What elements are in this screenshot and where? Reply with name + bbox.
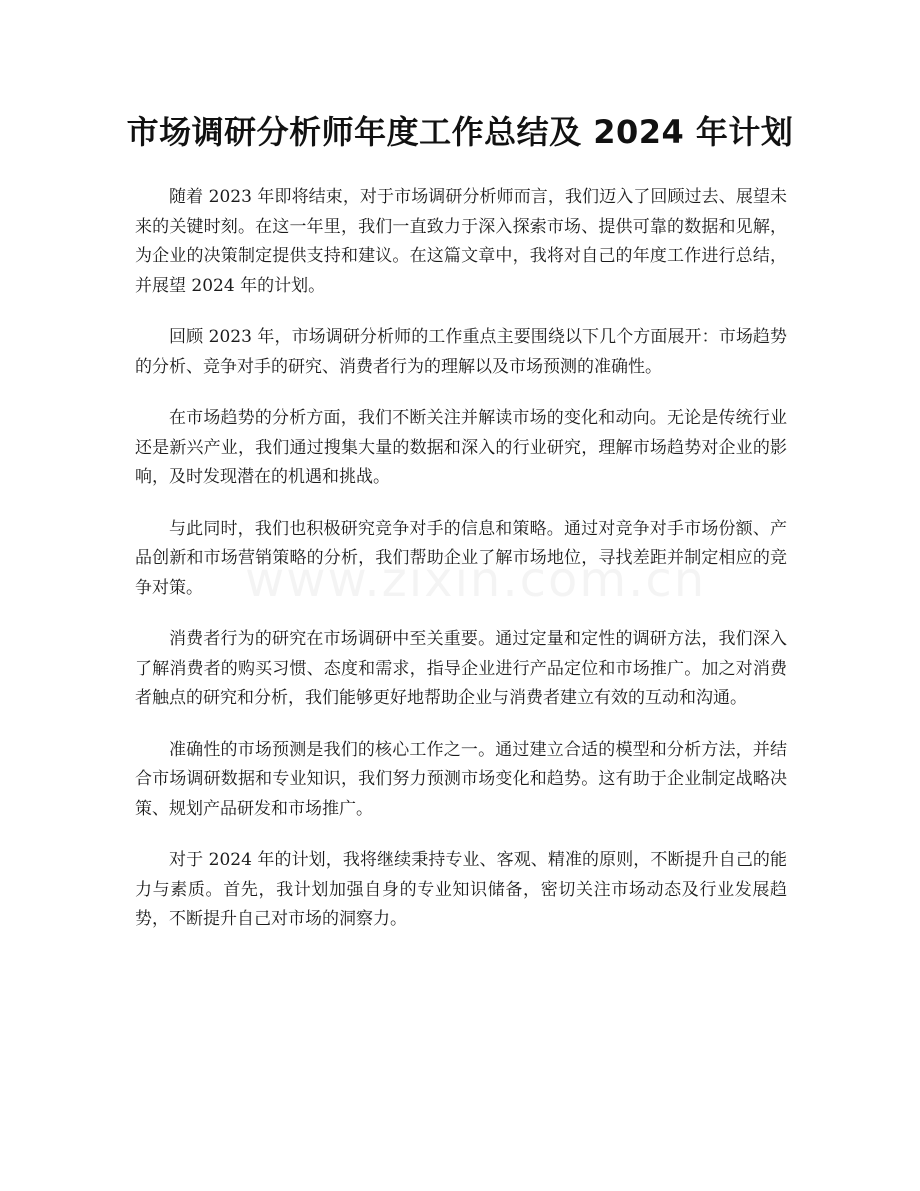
paragraph: 随着 2023 年即将结束，对于市场调研分析师而言，我们迈入了回顾过去、展望未来的关键时刻。在这一年里，我们一直致力于深入探索市场、提供可靠的数据和见解，为企业的决策制定提供支持和建议。在这篇文章中，我将对自己的年度工作进行总结，并展望 2024 年的计划。	[135, 187, 787, 296]
paragraph: 回顾 2023 年，市场调研分析师的工作重点主要围绕以下几个方面展开：市场趋势的分析、竞争对手的研究、消费者行为的理解以及市场预测的准确性。	[135, 327, 787, 377]
paragraph: 在市场趋势的分析方面，我们不断关注并解读市场的变化和动向。无论是传统行业还是新兴产业，我们通过搜集大量的数据和深入的行业研究，理解市场趋势对企业的影响，及时发现潜在的机遇和挑战。	[135, 408, 787, 487]
paragraph: 对于 2024 年的计划，我将继续秉持专业、客观、精准的原则，不断提升自己的能力与素质。首先，我计划加强自身的专业知识储备，密切关注市场动态及行业发展趋势，不断提升自己对市场的洞察力。	[135, 850, 787, 929]
page-title: 市场调研分析师年度工作总结及 2024 年计划	[126, 113, 794, 151]
paragraph: 准确性的市场预测是我们的核心工作之一。通过建立合适的模型和分析方法，并结合市场调研数据和专业知识，我们努力预测市场变化和趋势。这有助于企业制定战略决策、规划产品研发和市场推广。	[135, 739, 787, 819]
document-body	[135, 183, 787, 957]
paragraph: 消费者行为的研究在市场调研中至关重要。通过定量和定性的调研方法，我们深入了解消费者的购买习惯、态度和需求，指导企业进行产品定位和市场推广。加之对消费者触点的研究和分析，我们能够更好地帮助企业与消费者建立有效的互动和沟通。	[135, 629, 787, 708]
paragraph: 与此同时，我们也积极研究竞争对手的信息和策略。通过对竞争对手市场份额、产品创新和市场营销策略的分析，我们帮助企业了解市场地位，寻找差距并制定相应的竞争对策。	[135, 518, 787, 598]
